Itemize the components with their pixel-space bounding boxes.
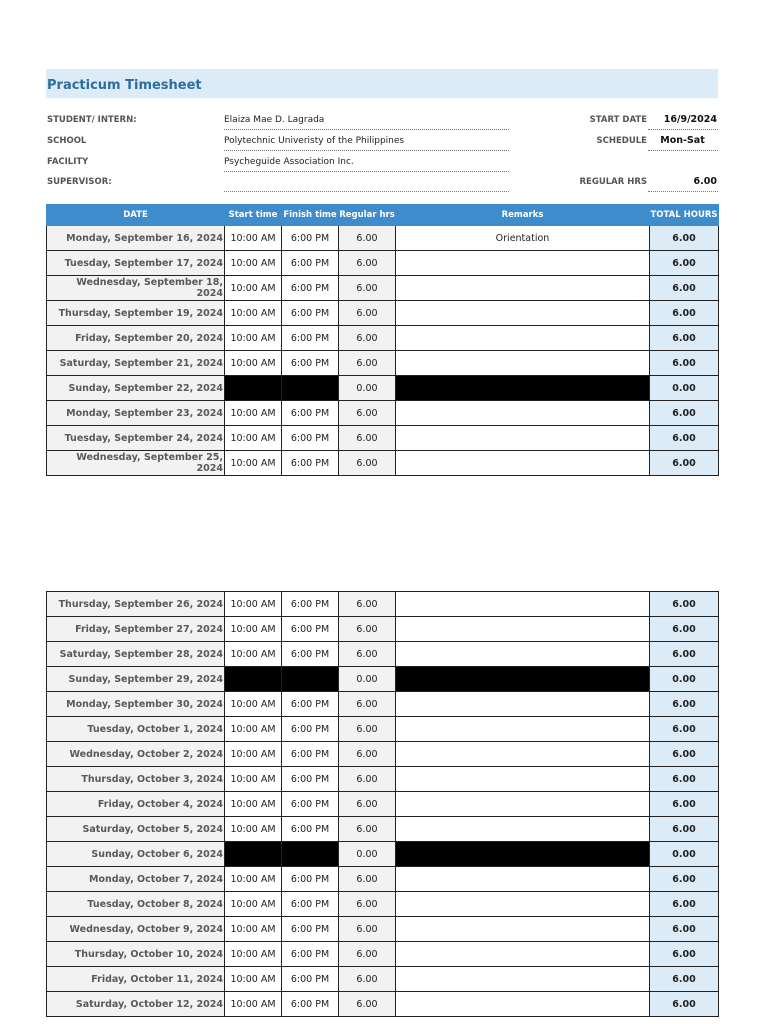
cell-start-time[interactable]: 10:00 AM — [225, 817, 282, 842]
cell-date: Saturday, September 28, 2024 — [47, 642, 225, 667]
cell-regular-hrs[interactable]: 6.00 — [339, 817, 396, 842]
cell-finish-time[interactable]: 6:00 PM — [282, 617, 339, 642]
cell-regular-hrs[interactable]: 6.00 — [339, 942, 396, 967]
cell-start-time[interactable]: 10:00 AM — [225, 867, 282, 892]
cell-regular-hrs[interactable]: 6.00 — [339, 642, 396, 667]
table-row — [47, 967, 719, 992]
cell-finish-time[interactable]: 6:00 PM — [282, 251, 339, 276]
cell-finish-time[interactable]: 6:00 PM — [282, 326, 339, 351]
cell-start-time[interactable]: 10:00 AM — [225, 326, 282, 351]
cell-start-time[interactable] — [225, 842, 282, 867]
cell-date: Tuesday, October 8, 2024 — [47, 892, 225, 917]
table-row — [47, 867, 719, 892]
cell-date: Thursday, September 19, 2024 — [47, 301, 225, 326]
table-row — [47, 767, 719, 792]
cell-total-hours[interactable]: 6.00 — [650, 742, 719, 767]
table-row — [47, 817, 719, 842]
cell-total-hours[interactable]: 6.00 — [650, 767, 719, 792]
cell-finish-time[interactable]: 6:00 PM — [282, 401, 339, 426]
regular-hrs-value[interactable]: 6.00 — [648, 172, 718, 192]
table-row — [47, 301, 719, 326]
cell-total-hours[interactable]: 6.00 — [650, 351, 719, 376]
cell-regular-hrs[interactable]: 6.00 — [339, 276, 396, 301]
cell-finish-time[interactable]: 6:00 PM — [282, 642, 339, 667]
supervisor-label: SUPERVISOR: — [47, 177, 112, 187]
cell-date: Friday, October 4, 2024 — [47, 792, 225, 817]
cell-finish-time[interactable]: 6:00 PM — [282, 967, 339, 992]
cell-total-hours[interactable]: 6.00 — [650, 967, 719, 992]
cell-regular-hrs[interactable]: 6.00 — [339, 742, 396, 767]
cell-date: Tuesday, September 17, 2024 — [47, 251, 225, 276]
cell-regular-hrs[interactable]: 6.00 — [339, 592, 396, 617]
table-row — [47, 401, 719, 426]
cell-regular-hrs[interactable]: 6.00 — [339, 867, 396, 892]
cell-date: Monday, October 7, 2024 — [47, 867, 225, 892]
cell-finish-time[interactable]: 6:00 PM — [282, 276, 339, 301]
cell-date: Thursday, October 3, 2024 — [47, 767, 225, 792]
table-row — [47, 376, 719, 401]
table-row — [47, 226, 719, 251]
cell-remarks[interactable] — [396, 967, 650, 992]
table-row — [47, 892, 719, 917]
cell-total-hours[interactable]: 6.00 — [650, 942, 719, 967]
cell-date: Sunday, October 6, 2024 — [47, 842, 225, 867]
cell-remarks[interactable] — [396, 817, 650, 842]
header-regular-hrs: Regular hrs — [339, 205, 396, 226]
cell-start-time[interactable]: 10:00 AM — [225, 992, 282, 1017]
cell-date: Sunday, September 29, 2024 — [47, 667, 225, 692]
cell-remarks[interactable] — [396, 917, 650, 942]
cell-regular-hrs[interactable]: 6.00 — [339, 251, 396, 276]
cell-remarks[interactable] — [396, 717, 650, 742]
header-remarks: Remarks — [396, 205, 650, 226]
table-row — [47, 742, 719, 767]
cell-date: Monday, September 23, 2024 — [47, 401, 225, 426]
cell-finish-time[interactable]: 6:00 PM — [282, 867, 339, 892]
cell-regular-hrs[interactable]: 6.00 — [339, 351, 396, 376]
cell-start-time[interactable]: 10:00 AM — [225, 301, 282, 326]
title-bar — [46, 69, 718, 98]
cell-remarks[interactable] — [396, 867, 650, 892]
cell-finish-time[interactable]: 6:00 PM — [282, 742, 339, 767]
timesheet-table — [46, 204, 719, 476]
cell-start-time[interactable]: 10:00 AM — [225, 967, 282, 992]
cell-start-time[interactable]: 10:00 AM — [225, 426, 282, 451]
cell-total-hours[interactable]: 6.00 — [650, 892, 719, 917]
facility-label: FACILITY — [47, 157, 89, 167]
cell-total-hours[interactable]: 6.00 — [650, 226, 719, 251]
cell-regular-hrs[interactable]: 6.00 — [339, 892, 396, 917]
cell-remarks[interactable] — [396, 301, 650, 326]
cell-total-hours[interactable]: 6.00 — [650, 592, 719, 617]
cell-finish-time[interactable] — [282, 842, 339, 867]
table-row — [47, 692, 719, 717]
cell-regular-hrs[interactable]: 6.00 — [339, 692, 396, 717]
cell-regular-hrs[interactable]: 6.00 — [339, 401, 396, 426]
header-total-hours: TOTAL HOURS — [650, 205, 719, 226]
table-row — [47, 592, 719, 617]
table-row — [47, 842, 719, 867]
cell-start-time[interactable]: 10:00 AM — [225, 942, 282, 967]
header-date: DATE — [47, 205, 225, 226]
table-row — [47, 351, 719, 376]
header-finish-time: Finish time — [282, 205, 339, 226]
cell-date: Tuesday, October 1, 2024 — [47, 717, 225, 742]
cell-remarks[interactable] — [396, 351, 650, 376]
regular-hrs-label: REGULAR HRS — [579, 177, 647, 187]
cell-date: Friday, October 11, 2024 — [47, 967, 225, 992]
facility-value[interactable]: Psycheguide Association Inc. — [224, 152, 509, 172]
cell-finish-time[interactable]: 6:00 PM — [282, 717, 339, 742]
table-row — [47, 276, 719, 301]
cell-total-hours[interactable]: 6.00 — [650, 251, 719, 276]
cell-regular-hrs[interactable]: 6.00 — [339, 717, 396, 742]
cell-regular-hrs[interactable]: 6.00 — [339, 301, 396, 326]
schedule-value[interactable]: Mon-Sat — [648, 131, 718, 151]
cell-regular-hrs[interactable]: 6.00 — [339, 617, 396, 642]
cell-finish-time[interactable]: 6:00 PM — [282, 226, 339, 251]
cell-total-hours[interactable]: 0.00 — [650, 376, 719, 401]
cell-total-hours[interactable]: 6.00 — [650, 426, 719, 451]
cell-total-hours[interactable]: 6.00 — [650, 692, 719, 717]
cell-remarks[interactable] — [396, 251, 650, 276]
cell-finish-time[interactable]: 6:00 PM — [282, 351, 339, 376]
schedule-label: SCHEDULE — [596, 136, 647, 146]
cell-regular-hrs[interactable]: 6.00 — [339, 792, 396, 817]
cell-date: Wednesday, October 9, 2024 — [47, 917, 225, 942]
cell-remarks[interactable] — [396, 426, 650, 451]
student-label: STUDENT/ INTERN: — [47, 115, 137, 125]
school-label: SCHOOL — [47, 136, 87, 146]
cell-regular-hrs[interactable]: 6.00 — [339, 226, 396, 251]
cell-start-time[interactable]: 10:00 AM — [225, 767, 282, 792]
cell-total-hours[interactable]: 6.00 — [650, 326, 719, 351]
cell-regular-hrs[interactable]: 0.00 — [339, 667, 396, 692]
cell-total-hours[interactable]: 6.00 — [650, 817, 719, 842]
cell-start-time[interactable]: 10:00 AM — [225, 892, 282, 917]
cell-start-time[interactable]: 10:00 AM — [225, 742, 282, 767]
cell-start-time[interactable]: 10:00 AM — [225, 276, 282, 301]
cell-finish-time[interactable]: 6:00 PM — [282, 892, 339, 917]
cell-start-time[interactable]: 10:00 AM — [225, 792, 282, 817]
cell-finish-time[interactable] — [282, 376, 339, 401]
cell-regular-hrs[interactable]: 0.00 — [339, 376, 396, 401]
cell-total-hours[interactable]: 0.00 — [650, 667, 719, 692]
supervisor-value[interactable] — [224, 172, 509, 192]
cell-regular-hrs[interactable]: 6.00 — [339, 426, 396, 451]
table-row — [47, 667, 719, 692]
cell-total-hours[interactable]: 6.00 — [650, 276, 719, 301]
cell-total-hours[interactable]: 6.00 — [650, 642, 719, 667]
page-title: Practicum Timesheet — [47, 78, 202, 93]
cell-remarks[interactable] — [396, 892, 650, 917]
cell-remarks[interactable] — [396, 992, 650, 1017]
cell-date: Saturday, September 21, 2024 — [47, 351, 225, 376]
table-body-section-1 — [47, 226, 719, 476]
cell-remarks[interactable] — [396, 401, 650, 426]
student-value[interactable]: Elaiza Mae D. Lagrada — [224, 110, 509, 130]
table-row — [47, 792, 719, 817]
cell-remarks[interactable] — [396, 376, 650, 401]
cell-start-time[interactable]: 10:00 AM — [225, 592, 282, 617]
cell-regular-hrs[interactable]: 6.00 — [339, 767, 396, 792]
cell-start-time[interactable]: 10:00 AM — [225, 401, 282, 426]
cell-date: Wednesday, September 18, 2024 — [47, 276, 225, 301]
cell-date: Saturday, October 12, 2024 — [47, 992, 225, 1017]
cell-remarks[interactable] — [396, 642, 650, 667]
header-start-time: Start time — [225, 205, 282, 226]
cell-date: Friday, September 20, 2024 — [47, 326, 225, 351]
cell-date: Sunday, September 22, 2024 — [47, 376, 225, 401]
cell-finish-time[interactable]: 6:00 PM — [282, 426, 339, 451]
table-row — [47, 717, 719, 742]
cell-total-hours[interactable]: 6.00 — [650, 917, 719, 942]
cell-date: Monday, September 30, 2024 — [47, 692, 225, 717]
cell-date: Wednesday, October 2, 2024 — [47, 742, 225, 767]
cell-finish-time[interactable]: 6:00 PM — [282, 767, 339, 792]
cell-total-hours[interactable]: 6.00 — [650, 301, 719, 326]
cell-finish-time[interactable]: 6:00 PM — [282, 792, 339, 817]
cell-start-time[interactable]: 10:00 AM — [225, 692, 282, 717]
start-date-label: START DATE — [589, 115, 647, 125]
cell-finish-time[interactable]: 6:00 PM — [282, 301, 339, 326]
cell-remarks[interactable] — [396, 667, 650, 692]
cell-remarks[interactable] — [396, 592, 650, 617]
cell-regular-hrs[interactable]: 0.00 — [339, 842, 396, 867]
cell-finish-time[interactable]: 6:00 PM — [282, 942, 339, 967]
cell-start-time[interactable]: 10:00 AM — [225, 251, 282, 276]
table-row — [47, 942, 719, 967]
cell-remarks[interactable] — [396, 767, 650, 792]
cell-remarks[interactable] — [396, 276, 650, 301]
table-row — [47, 426, 719, 451]
cell-start-time[interactable]: 10:00 AM — [225, 717, 282, 742]
cell-start-time[interactable]: 10:00 AM — [225, 351, 282, 376]
school-value[interactable]: Polytechnic Univeristy of the Philippines — [224, 131, 509, 151]
cell-finish-time[interactable]: 6:00 PM — [282, 917, 339, 942]
cell-regular-hrs[interactable]: 6.00 — [339, 992, 396, 1017]
cell-regular-hrs[interactable]: 6.00 — [339, 967, 396, 992]
cell-regular-hrs[interactable]: 6.00 — [339, 326, 396, 351]
start-date-value[interactable]: 16/9/2024 — [648, 110, 718, 130]
cell-finish-time[interactable]: 6:00 PM — [282, 692, 339, 717]
cell-finish-time[interactable]: 6:00 PM — [282, 817, 339, 842]
cell-date: Thursday, October 10, 2024 — [47, 942, 225, 967]
table-row — [47, 992, 719, 1017]
cell-total-hours[interactable]: 6.00 — [650, 717, 719, 742]
cell-finish-time[interactable]: 6:00 PM — [282, 592, 339, 617]
cell-remarks[interactable] — [396, 842, 650, 867]
cell-date: Wednesday, September 25, 2024 — [47, 451, 225, 476]
cell-date: Thursday, September 26, 2024 — [47, 592, 225, 617]
table-body-section-2 — [47, 592, 719, 1017]
cell-remarks[interactable] — [396, 451, 650, 476]
timesheet-table-continued — [46, 591, 719, 1017]
cell-remarks[interactable] — [396, 617, 650, 642]
cell-date: Saturday, October 5, 2024 — [47, 817, 225, 842]
cell-remarks[interactable] — [396, 942, 650, 967]
cell-total-hours[interactable]: 6.00 — [650, 992, 719, 1017]
cell-start-time[interactable] — [225, 667, 282, 692]
cell-total-hours[interactable]: 6.00 — [650, 401, 719, 426]
cell-start-time[interactable]: 10:00 AM — [225, 226, 282, 251]
cell-date: Friday, September 27, 2024 — [47, 617, 225, 642]
cell-total-hours[interactable]: 6.00 — [650, 451, 719, 476]
cell-regular-hrs[interactable]: 6.00 — [339, 451, 396, 476]
cell-total-hours[interactable]: 0.00 — [650, 842, 719, 867]
table-row — [47, 451, 719, 476]
cell-finish-time[interactable] — [282, 667, 339, 692]
cell-start-time[interactable]: 10:00 AM — [225, 617, 282, 642]
cell-remarks[interactable] — [396, 742, 650, 767]
table-row — [47, 642, 719, 667]
cell-start-time[interactable] — [225, 376, 282, 401]
cell-finish-time[interactable]: 6:00 PM — [282, 451, 339, 476]
table-row — [47, 251, 719, 276]
cell-start-time[interactable]: 10:00 AM — [225, 451, 282, 476]
cell-remarks[interactable] — [396, 326, 650, 351]
cell-finish-time[interactable]: 6:00 PM — [282, 992, 339, 1017]
cell-total-hours[interactable]: 6.00 — [650, 792, 719, 817]
cell-total-hours[interactable]: 6.00 — [650, 867, 719, 892]
cell-total-hours[interactable]: 6.00 — [650, 617, 719, 642]
cell-start-time[interactable]: 10:00 AM — [225, 917, 282, 942]
table-row — [47, 326, 719, 351]
table-row — [47, 917, 719, 942]
table-row — [47, 617, 719, 642]
cell-start-time[interactable]: 10:00 AM — [225, 642, 282, 667]
cell-remarks[interactable] — [396, 692, 650, 717]
cell-remarks[interactable]: Orientation — [396, 226, 650, 251]
cell-remarks[interactable] — [396, 792, 650, 817]
cell-regular-hrs[interactable]: 6.00 — [339, 917, 396, 942]
table-header-row — [47, 205, 719, 226]
cell-date: Tuesday, September 24, 2024 — [47, 426, 225, 451]
cell-date: Monday, September 16, 2024 — [47, 226, 225, 251]
